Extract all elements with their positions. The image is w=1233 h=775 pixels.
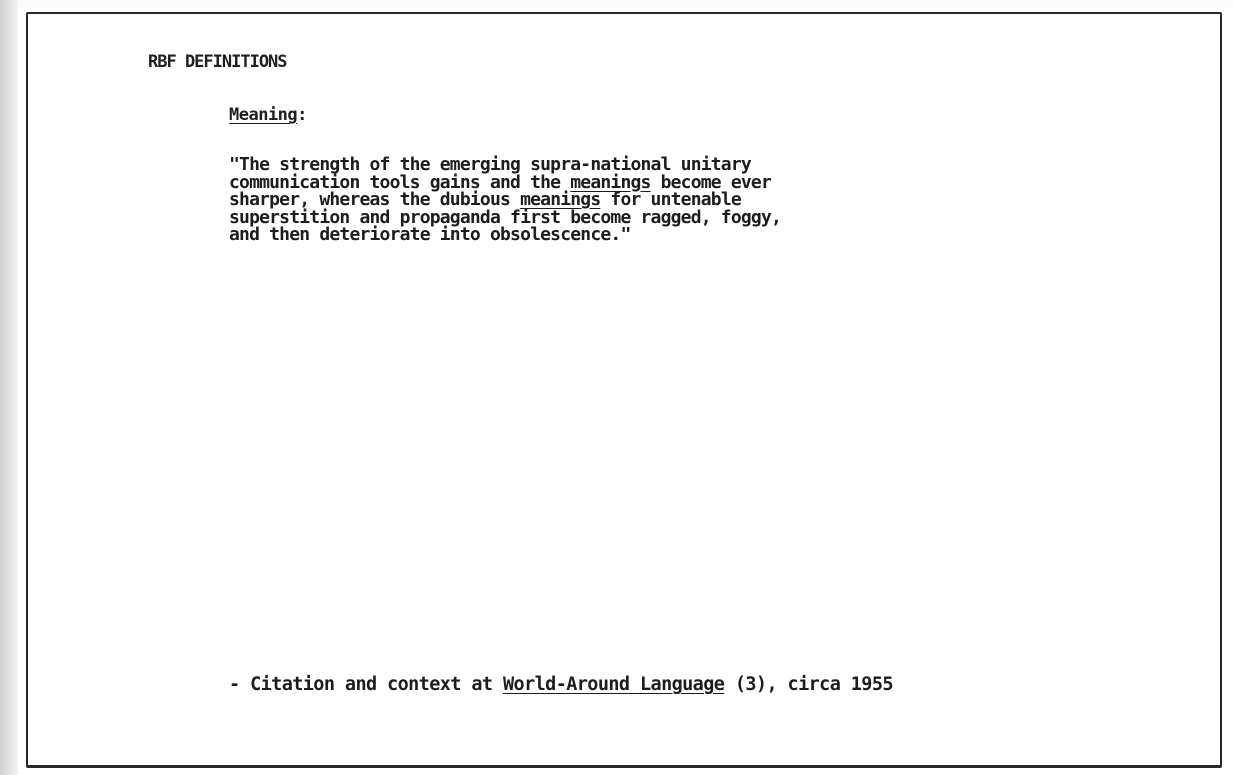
quote-meanings-1: meanings bbox=[570, 171, 651, 193]
definition-card bbox=[26, 12, 1222, 768]
top-edge bbox=[0, 0, 1233, 8]
citation-prefix: - Citation and context at bbox=[229, 674, 503, 695]
citation-source-title: World-Around Language bbox=[503, 674, 725, 695]
quote-line-4: superstition and propaganda first become ragged, foggy, bbox=[229, 206, 782, 228]
quote-line-1: "The strength of the emerging supra-national unitary bbox=[229, 154, 751, 175]
term-word: Meaning bbox=[229, 105, 298, 125]
quote-line-3 bbox=[229, 191, 1089, 209]
card-title: RBF DEFINITIONS bbox=[148, 52, 287, 72]
term-heading bbox=[229, 105, 307, 125]
term-colon: : bbox=[297, 105, 307, 125]
quote-line-5: and then deteriorate into obsolescence." bbox=[229, 224, 631, 245]
quote-line-3-end: for untenable bbox=[600, 189, 741, 210]
quote-meanings-2: meanings bbox=[520, 189, 601, 210]
citation-suffix: (3), circa 1955 bbox=[724, 674, 893, 695]
definition-quote bbox=[229, 156, 1089, 244]
quote-line-3-start: sharper, whereas the dubious bbox=[229, 189, 521, 210]
quote-line-2-start: communication tools gains and the bbox=[229, 171, 571, 193]
quote-line-2-end: become ever bbox=[650, 171, 772, 193]
citation-line bbox=[229, 674, 893, 695]
left-edge-shadow bbox=[0, 0, 18, 775]
